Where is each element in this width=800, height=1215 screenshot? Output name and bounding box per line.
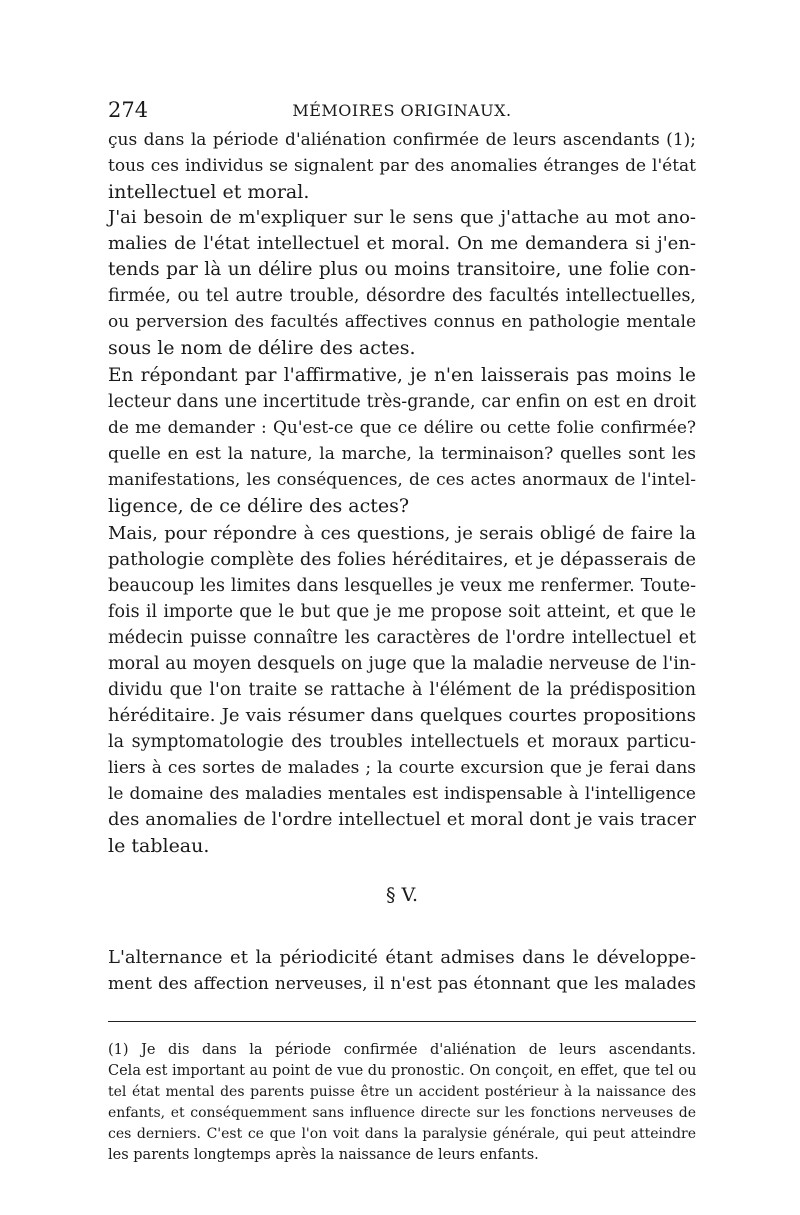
text-line: Mais, pour répondre à ces questions, je serais obligé de faire la [108, 523, 696, 544]
text-line: lecteur dans une incertitude très-grande, car enfin on est en droit [108, 392, 696, 412]
footnote-line: ces derniers. C'est ce que l'on voit dans la paralysie générale, qui peut atteindre [108, 1126, 696, 1142]
text-line: ligence, de ce délire des actes? [108, 495, 410, 517]
text-line: firmée, ou tel autre trouble, désordre des facultés intellectuelles, [108, 286, 696, 306]
text-line: pathologie complète des folies héréditaires, et je dépasserais de [108, 549, 696, 570]
footnote-line: enfants, et conséquemment sans influence directe sur les fonctions nerveuses de [108, 1105, 696, 1121]
text-line: dividu que l'on traite se rattache à l'élément de la prédisposition [108, 680, 696, 700]
text-line: J'ai besoin de m'expliquer sur le sens que j'attache au mot ano- [108, 207, 696, 228]
running-head: MÉMOIRES ORIGINAUX. [292, 101, 512, 120]
text-line: L'alternance et la périodicité étant admises dans le développe- [108, 947, 696, 968]
section-heading: § V. [386, 884, 418, 906]
text-line: médecin puisse connaître les caractères de l'ordre intellectuel et [108, 628, 696, 648]
text-line: le domaine des maladies mentales est indispensable à l'intelligence [108, 784, 696, 804]
text-line: quelle en est la nature, la marche, la terminaison? quelles sont les [108, 444, 696, 464]
text-line: moral au moyen desquels on juge que la maladie nerveuse de l'in- [108, 654, 696, 674]
text-line: fois il importe que le but que je me propose soit atteint, et que le [108, 602, 696, 622]
text-line: ou perversion des facultés affectives connus en pathologie mentale [108, 312, 696, 332]
page-number: 274 [108, 98, 149, 122]
footnote-line: tel état mental des parents puisse être un accident postérieur à la naissance des [108, 1084, 696, 1100]
text-line: de me demander : Qu'est-ce que ce délire ou cette folie confirmée? [108, 418, 696, 438]
text-line: intellectuel et moral. [108, 181, 310, 203]
text-line: malies de l'état intellectuel et moral. On me demandera si j'en- [108, 233, 696, 254]
page-header [108, 98, 696, 128]
footnote-line: les parents longtemps après la naissance de leurs enfants. [108, 1147, 539, 1163]
footnote-line: Cela est important au point de vue du pronostic. On conçoit, en effet, que tel ou [108, 1063, 697, 1079]
text-line: çus dans la période d'aliénation confirmée de leurs ascendants (1); [108, 130, 696, 150]
text-line: tous ces individus se signalent par des anomalies étranges de l'état [108, 156, 696, 176]
text-line: tends par là un délire plus ou moins transitoire, une folie con- [108, 259, 696, 280]
text-line: manifestations, les conséquences, de ces actes anormaux de l'intel- [108, 470, 696, 490]
footnote-rule [108, 1021, 696, 1022]
text-line: des anomalies de l'ordre intellectuel et moral dont je vais tracer [108, 809, 696, 830]
text-line: la symptomatologie des troubles intellectuels et moraux particu- [108, 732, 696, 752]
text-line: ment des affection nerveuses, il n'est pas étonnant que les malades [108, 974, 696, 994]
text-line: beaucoup les limites dans lesquelles je veux me renfermer. Toute- [108, 576, 696, 596]
text-line: le tableau. [108, 835, 210, 857]
text-line: héréditaire. Je vais résumer dans quelques courtes propositions [108, 705, 696, 726]
footnote-line: (1) Je dis dans la période confirmée d'aliénation de leurs ascendants. [108, 1042, 696, 1058]
text-line: En répondant par l'affirmative, je n'en laisserais pas moins le [108, 365, 696, 386]
text-line: sous le nom de délire des actes. [108, 337, 416, 359]
text-line: liers à ces sortes de malades ; la courte excursion que je ferai dans [108, 758, 696, 778]
